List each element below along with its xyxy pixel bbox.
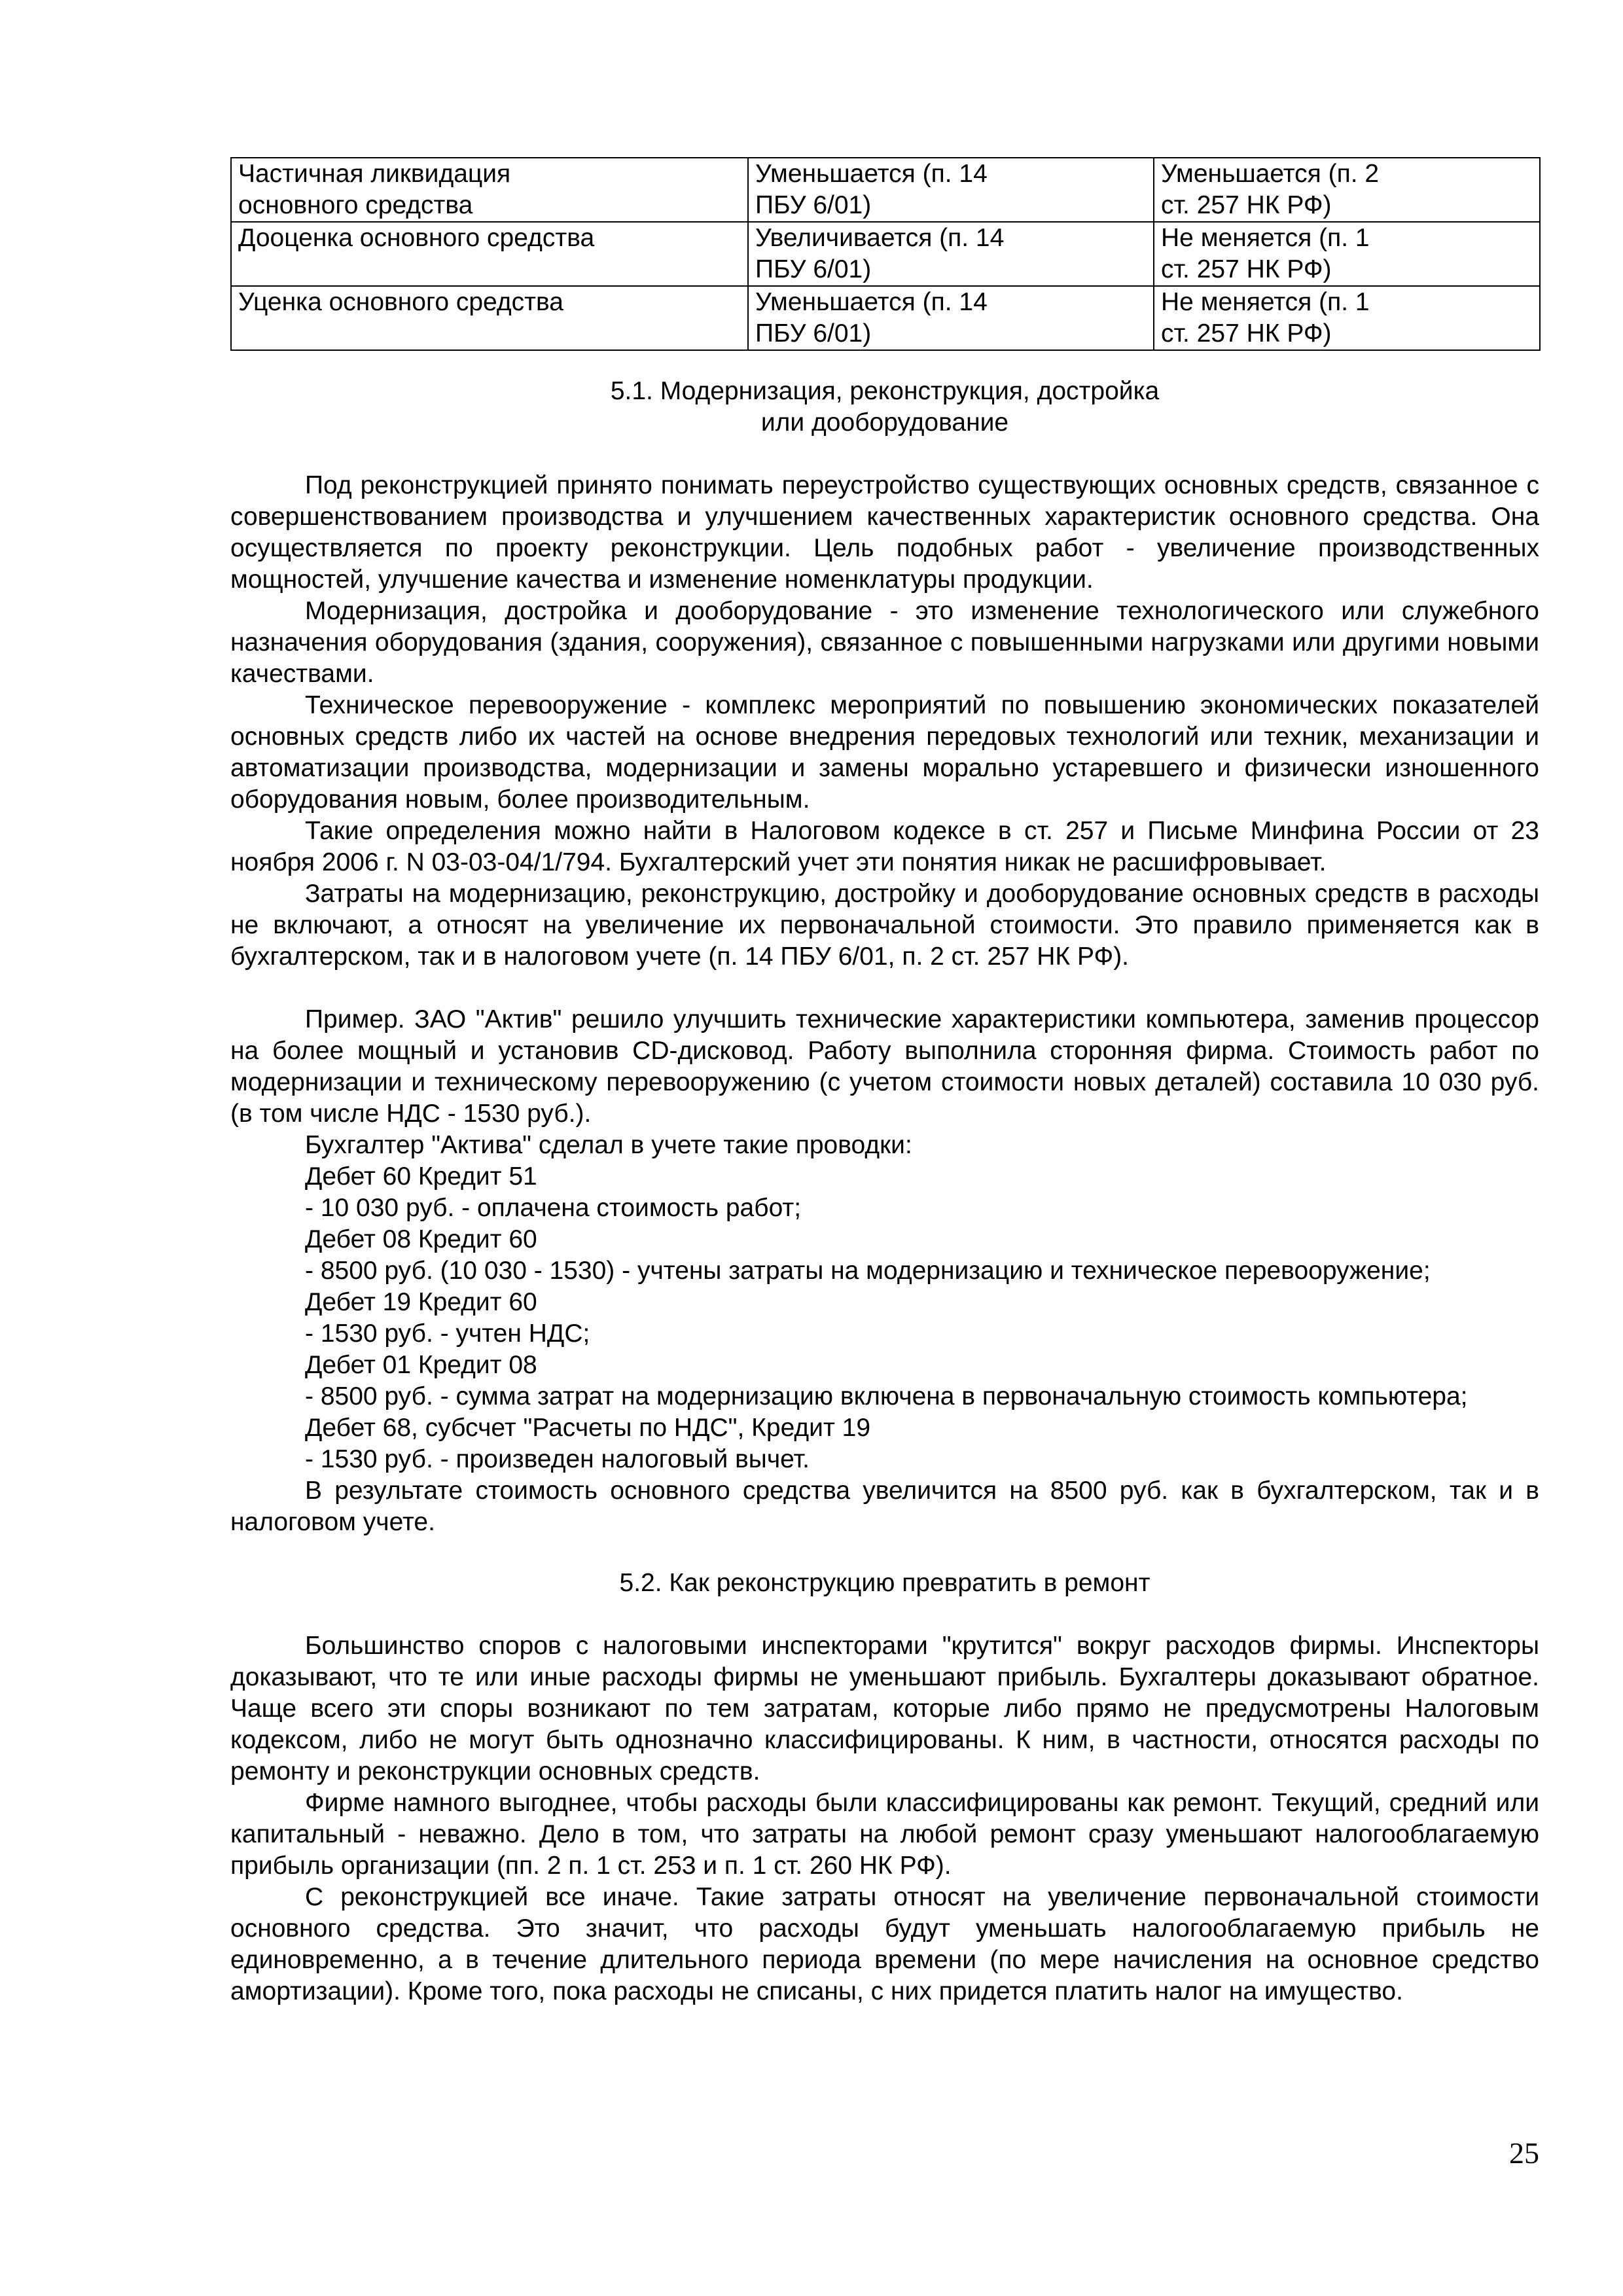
table-row xyxy=(231,158,1540,222)
document-page xyxy=(230,157,1539,2007)
posting-description: - 1530 руб. - произведен налоговый вычет. xyxy=(305,1445,810,1473)
table-row xyxy=(231,286,1540,350)
paragraph: Модернизация, достройка и дооборудование - это изменение технологического или служебного назначения оборудования (здания, сооружения), связанное с повышенными нагрузками или другими новыми качествами. xyxy=(230,597,1539,688)
spacer xyxy=(230,439,1539,470)
example-conclusion: В результате стоимость основного средства увеличится на 8500 руб. как в бухгалтерском, так и в налоговом учете. xyxy=(230,1477,1539,1536)
paragraph: Затраты на модернизацию, реконструкцию, достройку и дооборудование основных средств в расходы не включают, а относят на увеличение их первоначальной стоимости. Это правило применяется как в бухгалтерском, так и в налоговом учете (п. 14 ПБУ 6/01, п. 2 ст. 257 НК РФ). xyxy=(230,880,1539,971)
spacer xyxy=(230,1599,1539,1630)
table-cell: Не меняется (п. 1 ст. 257 НК РФ) xyxy=(1154,222,1540,286)
posting-description: - 10 030 руб. - оплачена стоимость работ; xyxy=(305,1194,802,1222)
paragraph: Под реконструкцией принято понимать переустройство существующих основных средств, связанное с совершенствованием производства и улучшением качественных характеристик основного средства. Она осуществляется по проекту реконструкции. Цель подобных работ - увеличение производственных мощностей, улучшение качества и изменение номенклатуры продукции. xyxy=(230,471,1539,594)
posting-description: - 8500 руб. - сумма затрат на модернизацию включена в первоначальную стоимость компьютера; xyxy=(305,1382,1468,1410)
example-intro: Пример. ЗАО "Актив" решило улучшить технические характеристики компьютера, заменив процессор на более мощный и установив CD-дисковод. Работу выполнила сторонняя фирма. Стоимость работ по модернизации и техническому перевооружению (с учетом стоимости новых деталей) составила 10 030 руб. (в том числе НДС - 1530 руб.). xyxy=(230,1005,1539,1128)
table-cell: Частичная ликвидация основного средства xyxy=(231,158,748,222)
posting-accounts: Дебет 19 Кредит 60 xyxy=(305,1288,537,1316)
example-lead: Бухгалтер "Актива" сделал в учете такие проводки: xyxy=(305,1131,912,1159)
table-cell: Увеличивается (п. 14 ПБУ 6/01) xyxy=(748,222,1154,286)
table-cell: Уменьшается (п. 2 ст. 257 НК РФ) xyxy=(1154,158,1540,222)
posting-description: - 8500 руб. (10 030 - 1530) - учтены затраты на модернизацию и техническое перевооружение; xyxy=(305,1257,1431,1285)
posting-accounts: Дебет 08 Кредит 60 xyxy=(305,1225,537,1253)
paragraph: Большинство споров с налоговыми инспекторами "крутится" вокруг расходов фирмы. Инспекторы доказывают, что те или иные расходы фирмы не уменьшают прибыль. Бухгалтеры доказывают обратное. Чаще всего эти споры возникают по тем затратам, которые либо прямо не предусмотрены Налоговым кодексом, либо не могут быть однозначно классифицированы. К ним, в частности, относятся расходы по ремонту и реконструкции основных средств. xyxy=(230,1632,1539,1785)
section-title: 5.2. Как реконструкцию превратить в ремонт xyxy=(619,1569,1150,1597)
section-title: 5.1. Модернизация, реконструкция, достройка или дооборудование xyxy=(610,377,1160,437)
table-cell: Уменьшается (п. 14 ПБУ 6/01) xyxy=(748,158,1154,222)
spacer xyxy=(230,973,1539,1004)
paragraph: С реконструкцией все иначе. Такие затраты относят на увеличение первоначальной стоимости основного средства. Это значит, что расходы будут уменьшать налогооблагаемую прибыль не единовременно, а в течение длительного периода времени (по мере начисления на основное средство амортизации). Кроме того, пока расходы не списаны, с них придется платить налог на имущество. xyxy=(230,1883,1539,2005)
paragraph: Фирме намного выгоднее, чтобы расходы были классифицированы как ремонт. Текущий, средний или капитальный - неважно. Дело в том, что затраты на любой ремонт сразу уменьшают налогооблагаемую прибыль организации (пп. 2 п. 1 ст. 253 и п. 1 ст. 260 НК РФ). xyxy=(230,1789,1539,1880)
paragraph: Такие определения можно найти в Налоговом кодексе в ст. 257 и Письме Минфина России от 23 ноября 2006 г. N 03-03-04/1/794. Бухгалтерский учет эти понятия никак не расшифровывает. xyxy=(230,817,1539,876)
posting-description: - 1530 руб. - учтен НДС; xyxy=(305,1319,590,1348)
posting-accounts: Дебет 01 Кредит 08 xyxy=(305,1351,537,1379)
page-number: 25 xyxy=(1509,2136,1539,2170)
table-cell: Не меняется (п. 1 ст. 257 НК РФ) xyxy=(1154,286,1540,350)
posting-accounts: Дебет 68, субсчет "Расчеты по НДС", Кредит 19 xyxy=(305,1414,871,1442)
comparison-table xyxy=(230,157,1541,351)
table-cell: Уменьшается (п. 14 ПБУ 6/01) xyxy=(748,286,1154,350)
table-cell: Уценка основного средства xyxy=(231,286,748,350)
posting-accounts: Дебет 60 Кредит 51 xyxy=(305,1162,537,1191)
paragraph: Техническое перевооружение - комплекс мероприятий по повышению экономических показателей основных средств либо их частей на основе внедрения передовых технологий или техник, механизации и автоматизации производства, модернизации и замены морально устаревшего и физически изношенного оборудования новым, более производительным. xyxy=(230,691,1539,814)
table-cell: Дооценка основного средства xyxy=(231,222,748,286)
table-row xyxy=(231,222,1540,286)
